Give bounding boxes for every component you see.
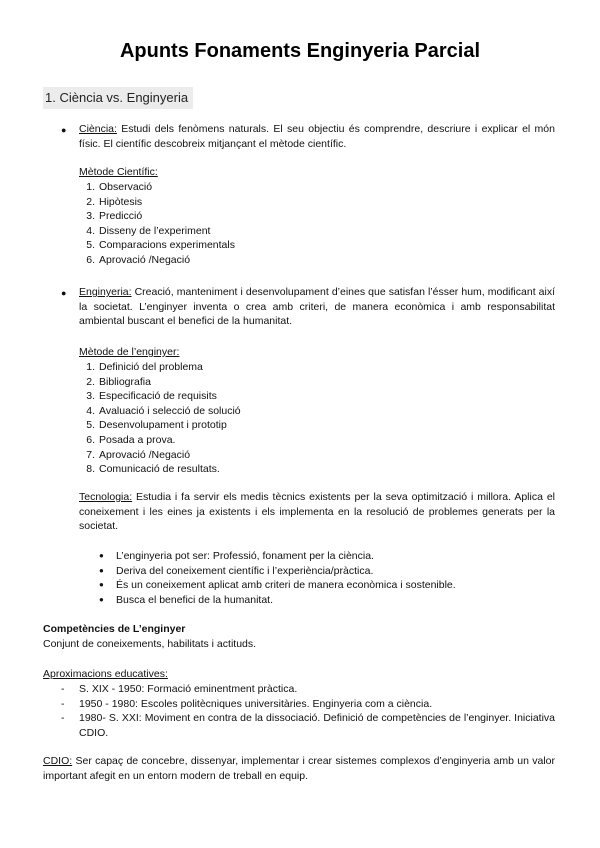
enginyeria-term: Enginyeria:: [79, 286, 132, 298]
tecnologia-points-list: [99, 549, 539, 607]
list-item: 3. Especificació de requisits: [86, 390, 217, 403]
list-item: ● Busca el benefici de la humanitat.: [99, 593, 539, 608]
list-item: 4. Avaluació i selecció de solució: [86, 404, 241, 417]
list-item: 3. Predicció: [86, 210, 143, 223]
enginyeria-paragraph: [79, 285, 555, 329]
competencies-heading: Competències de L’enginyer: [43, 623, 186, 635]
list-item: 6. Posada a prova.: [86, 433, 176, 446]
ciencia-text: Estudi dels fenòmens naturals. El seu objectiu és comprendre, descriure i explicar el món físic. El científic descobreix mitjançant el mètode científic.: [79, 123, 555, 150]
ciencia-steps-list: [79, 180, 479, 268]
bullet-icon: ●: [61, 288, 67, 298]
enginyeria-method-title: Mètode de l’enginyer:: [79, 346, 180, 358]
list-item: 4. Disseny de l’experiment: [86, 224, 211, 237]
cdio-paragraph: [43, 754, 555, 783]
list-item: 6. Aprovació /Negació: [86, 253, 191, 266]
list-item: 7. Aprovació /Negació: [86, 448, 191, 461]
cdio-term: CDIO:: [43, 755, 73, 767]
list-item: 2. Bibliografia: [86, 375, 151, 388]
list-item: ● Deriva del coneixement científic i l’experiència/pràctica.: [99, 564, 539, 579]
ciencia-method-title: Mètode Científic:: [79, 166, 158, 178]
tecnologia-paragraph: [79, 490, 555, 534]
list-item: ● És un coneixement aplicat amb criteri de manera econòmica i sostenible.: [99, 578, 539, 593]
ciencia-paragraph: [79, 122, 555, 151]
competencies-text: Conjunt de coneixements, habilitats i actituds.: [43, 638, 257, 650]
list-item: 2. Hipòtesis: [86, 195, 143, 208]
list-item: - S. XIX - 1950: Formació eminentment pràctica.: [43, 682, 555, 697]
tecnologia-text: Estudia i fa servir els medis tècnics existents per la seva optimització i millora. Aplica el coneixement i les eines ja existents i els implementa en la resolució de problemes generats per la societat.: [79, 491, 555, 532]
list-item: 5. Desenvolupament i prototip: [86, 419, 227, 432]
aproximacions-heading: Aproximacions educatives:: [43, 668, 168, 680]
tecnologia-term: Tecnologia:: [79, 491, 133, 503]
bullet-icon: ●: [61, 125, 67, 135]
list-item: 1. Definició del problema: [86, 361, 203, 373]
enginyeria-steps-list: [79, 360, 479, 477]
cdio-text: Ser capaç de concebre, dissenyar, implementar i crear sistemes complexos d’enginyeria amb un valor important afegit en un entorn modern de treball en equip.: [43, 755, 555, 782]
enginyeria-text: Creació, manteniment i desenvolupament d’eines que satisfan l’ésser hum, modificant així la societat. L’enginyer inventa o crea amb criteri, de manera econòmica i amb responsabilitat ambiental buscant el benefici de la humanitat.: [79, 286, 555, 327]
section-heading: 1. Ciència vs. Enginyeria: [43, 87, 193, 109]
aproximacions-list: [43, 682, 555, 740]
list-item: - 1950 - 1980: Escoles politècniques universitàries. Enginyeria com a ciència.: [43, 697, 555, 712]
list-item: 5. Comparacions experimentals: [86, 239, 235, 252]
list-item: 8. Comunicació de resultats.: [86, 463, 220, 476]
list-item: ● L’enginyeria pot ser: Professió, fonament per la ciència.: [99, 549, 539, 564]
list-item: 1. Observació: [86, 181, 153, 193]
ciencia-term: Ciència:: [79, 123, 117, 135]
document-title: Apunts Fonaments Enginyeria Parcial: [119, 40, 481, 62]
list-item: - 1980- S. XXI: Moviment en contra de la dissociació. Definició de competències de l’enginyer. Iniciativa CDIO.: [43, 711, 555, 740]
